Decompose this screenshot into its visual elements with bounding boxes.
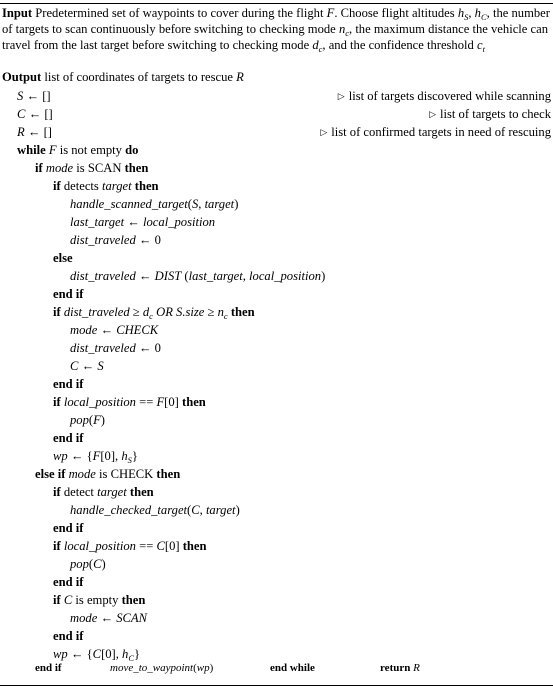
var-last-target: last_target <box>70 215 125 229</box>
op-eq: == <box>139 395 154 409</box>
top-rule <box>0 3 553 4</box>
var-h: h <box>474 6 481 20</box>
comment-triangle-icon: ▷ <box>337 91 345 101</box>
brace: { <box>86 647 93 661</box>
var-dist-traveled: dist_traveled <box>63 305 130 319</box>
algo-line-if-detects <box>0 177 553 195</box>
index-zero: [0] <box>164 539 180 553</box>
kw-if: if <box>53 593 61 607</box>
var-C: C <box>17 107 26 121</box>
comment-text: list of confirmed targets in need of rescuing <box>331 125 551 139</box>
algo-line-if-at-check <box>0 537 553 555</box>
paren: ) <box>100 413 105 427</box>
algo-line-init-S <box>0 87 553 105</box>
assign-arrow: ← <box>138 341 152 355</box>
assign-arrow: ← <box>100 323 114 337</box>
algo-line-end-if <box>0 285 553 303</box>
var-R: R <box>413 662 420 674</box>
assign-arrow: ← <box>70 449 84 463</box>
var-last-target: last_target <box>188 269 243 283</box>
algo-line-if-threshold <box>0 303 553 321</box>
algo-line-else <box>0 249 553 267</box>
algo-line-dist-calc <box>0 267 553 285</box>
var-local-position: local_position <box>63 395 136 409</box>
var-d: d <box>142 305 150 319</box>
kw-else-if: else if <box>35 467 66 481</box>
kw-else: else <box>53 251 73 265</box>
var-C: C <box>70 359 79 373</box>
kw-if: if <box>53 179 61 193</box>
fn-pop: pop <box>70 413 89 427</box>
var-local-position: local_position <box>143 215 216 229</box>
paren: ) <box>235 503 240 517</box>
const-scan: SCAN <box>116 611 147 625</box>
var-F: F <box>156 395 165 409</box>
var-R: R <box>17 125 25 139</box>
kw-if: if <box>35 161 43 175</box>
kw-end-if: end if <box>53 377 84 391</box>
var-dist-traveled: dist_traveled <box>70 269 136 283</box>
fn-pop: pop <box>70 557 89 571</box>
algo-line-pop-F <box>0 411 553 429</box>
input-text-4: , the maximum distance the vehicle can travel from the last target before switching to checking mode <box>2 21 548 52</box>
kw-then: then <box>124 161 149 175</box>
geq: ≥ <box>132 305 140 319</box>
assign-arrow: ← <box>127 215 140 229</box>
comma: , <box>242 269 250 283</box>
var-local-position: local_position <box>249 269 322 283</box>
sub-S: S <box>464 12 469 22</box>
output-description <box>2 70 550 86</box>
comment-text: list of targets discovered while scanning <box>348 89 551 103</box>
kw-if: if <box>53 539 61 553</box>
var-s-size: S.size <box>176 305 205 319</box>
const-check: CHECK <box>116 323 159 337</box>
kw-do: do <box>125 143 139 157</box>
comma: , <box>486 6 490 20</box>
sub-C: C <box>480 12 487 22</box>
var-target: target <box>97 485 127 499</box>
var-wp: wp <box>53 647 68 661</box>
algo-line-c-assign <box>0 357 553 375</box>
op-eq: == <box>139 539 154 553</box>
var-n: n <box>338 21 346 36</box>
kw-then: then <box>182 539 207 553</box>
algo-line-init-C <box>0 105 553 123</box>
algo-line-if-detect <box>0 483 553 501</box>
fn-handle-scanned-target: handle_scanned_target <box>70 197 188 211</box>
input-description <box>2 6 550 53</box>
var-F: F <box>48 143 57 157</box>
kw-end-if: end if <box>35 662 62 674</box>
algo-line-if-scan <box>0 159 553 177</box>
var-target: target <box>101 179 132 193</box>
kw-if: if <box>53 305 61 319</box>
index-zero: [0] <box>164 395 179 409</box>
empty-list: [] <box>44 107 53 121</box>
zero: 0 <box>154 341 161 355</box>
algo-line-end-if <box>0 573 553 591</box>
index-zero: [0] <box>101 647 116 661</box>
brace: } <box>131 449 138 463</box>
comment-S <box>338 87 551 106</box>
algo-line-pop-C <box>0 555 553 573</box>
var-h: h <box>457 6 465 20</box>
comma: , <box>115 647 123 661</box>
var-mode: mode <box>70 323 98 337</box>
algo-line-while <box>0 141 553 159</box>
input-label: Input <box>2 6 33 20</box>
kw-if: if <box>53 395 61 409</box>
paren: ( <box>88 557 94 571</box>
comma: , <box>468 6 472 20</box>
input-text-3: the number of targets to scan continuously before switching to checking mode <box>2 6 550 36</box>
comma: , <box>115 449 122 463</box>
algo-line-handle-checked <box>0 501 553 519</box>
algo-line-init-R <box>0 123 553 141</box>
assign-arrow: ← <box>138 269 152 283</box>
kw-end-while: end while <box>270 662 315 674</box>
algo-line-last-target <box>0 213 553 231</box>
kw-end-if: end if <box>53 431 84 445</box>
var-F: F <box>92 449 101 463</box>
sub-t: t <box>482 43 485 54</box>
comment-R <box>320 123 551 142</box>
input-text-5: , and the confidence threshold <box>322 37 474 52</box>
var-mode: mode <box>70 611 98 625</box>
brace: { <box>86 449 93 463</box>
text-is: is <box>99 467 108 481</box>
algo-line-dist-zero <box>0 231 553 249</box>
var-S: S <box>191 197 199 211</box>
var-C: C <box>156 539 165 553</box>
output-text: list of coordinates of targets to rescue <box>44 70 233 84</box>
kw-end-if: end if <box>53 575 84 589</box>
text-is-empty: is empty <box>75 593 119 607</box>
kw-end-if: end if <box>53 521 84 535</box>
var-local-position: local_position <box>63 539 136 553</box>
empty-list: [] <box>42 89 51 103</box>
comment-triangle-icon: ▷ <box>320 127 328 137</box>
fn-move-to-waypoint: move_to_waypoint <box>110 662 194 674</box>
index-zero: [0] <box>100 449 116 463</box>
text-is-not-empty: is not empty <box>59 143 122 157</box>
var-h: h <box>122 647 129 661</box>
var-C: C <box>63 593 73 607</box>
input-text-2: . Choose flight altitudes <box>334 6 455 20</box>
sub-c: c <box>345 27 350 38</box>
assign-arrow: ← <box>81 359 95 373</box>
assign-arrow: ← <box>138 233 152 247</box>
fn-handle-checked-target: handle_checked_target <box>70 503 188 517</box>
paren: ( <box>187 503 192 517</box>
comment-text: list of targets to check <box>440 107 551 121</box>
var-C: C <box>92 647 102 661</box>
assign-arrow: ← <box>28 107 42 121</box>
brace: } <box>134 647 141 661</box>
algo-line-end-if <box>0 429 553 447</box>
kw-then: then <box>121 593 146 607</box>
var-n: n <box>217 305 224 319</box>
var-S: S <box>97 359 104 373</box>
comma: , <box>198 197 205 211</box>
var-h: h <box>121 449 128 463</box>
paren: ) <box>209 662 214 674</box>
algo-line-mode-scan <box>0 609 553 627</box>
sub-C: C <box>128 653 135 663</box>
algo-line-end-if <box>0 519 553 537</box>
paren: ( <box>184 269 189 283</box>
algo-line-end-if-outer <box>0 662 553 675</box>
var-F: F <box>326 6 335 20</box>
assign-arrow: ← <box>70 647 84 661</box>
var-mode: mode <box>68 467 96 481</box>
paren: ) <box>234 197 239 211</box>
sub-c: c <box>318 43 323 54</box>
var-target: target <box>204 197 235 211</box>
assign-arrow: ← <box>26 89 40 103</box>
kw-then: then <box>129 485 154 499</box>
var-R: R <box>236 70 244 84</box>
paren: ( <box>193 662 197 674</box>
zero: 0 <box>154 233 161 247</box>
algo-line-end-if <box>0 375 553 393</box>
algo-line-end-if <box>0 627 553 645</box>
comma: , <box>199 503 206 517</box>
var-dist-traveled: dist_traveled <box>70 233 136 247</box>
kw-then: then <box>230 305 255 319</box>
empty-list: [] <box>43 125 52 139</box>
kw-while: while <box>17 143 46 157</box>
op-or: OR <box>156 305 173 319</box>
var-d: d <box>312 37 319 52</box>
kw-end-if: end if <box>53 629 84 643</box>
var-dist-traveled: dist_traveled <box>70 341 136 355</box>
var-wp: wp <box>196 662 210 674</box>
sub-S: S <box>127 455 132 465</box>
var-C: C <box>93 557 102 571</box>
sub-c: c <box>149 311 153 321</box>
algo-line-if-at-waypoint <box>0 393 553 411</box>
algo-line-dist-reset <box>0 339 553 357</box>
text-check: CHECK <box>110 467 154 481</box>
text-is: is <box>76 161 85 175</box>
paren: ( <box>187 197 192 211</box>
text-scan: SCAN <box>87 161 122 175</box>
var-target: target <box>205 503 236 517</box>
geq: ≥ <box>207 305 215 319</box>
kw-then: then <box>156 467 181 481</box>
paren: ) <box>321 269 326 283</box>
bottom-rule <box>0 685 553 686</box>
var-mode: mode <box>45 161 74 175</box>
kw-if: if <box>53 485 61 499</box>
assign-arrow: ← <box>100 611 114 625</box>
output-label: Output <box>2 70 42 84</box>
kw-then: then <box>134 179 159 193</box>
text-detects: detects <box>63 179 99 193</box>
algo-line-handle-scanned <box>0 195 553 213</box>
fn-dist: DIST <box>154 269 182 283</box>
algo-line-if-c-empty <box>0 591 553 609</box>
sub-c: c <box>223 311 228 321</box>
kw-end-if: end if <box>53 287 84 301</box>
var-F: F <box>93 413 101 427</box>
var-C: C <box>191 503 200 517</box>
var-wp: wp <box>53 449 68 463</box>
var-S: S <box>17 89 24 103</box>
algo-line-elseif-check <box>0 465 553 483</box>
input-text-1: Predetermined set of waypoints to cover during the flight <box>35 6 324 20</box>
algo-line-mode-check <box>0 321 553 339</box>
algo-line-wp-scan <box>0 447 553 465</box>
paren: ( <box>88 413 94 427</box>
kw-then: then <box>182 395 206 409</box>
var-c: c <box>476 37 483 52</box>
algo-line-wp-check <box>0 645 553 663</box>
assign-arrow: ← <box>27 125 41 139</box>
comment-triangle-icon: ▷ <box>429 109 437 119</box>
comment-C <box>429 105 551 124</box>
paren: ) <box>101 557 106 571</box>
text-detect: detect <box>63 485 94 499</box>
kw-return: return <box>380 662 411 674</box>
